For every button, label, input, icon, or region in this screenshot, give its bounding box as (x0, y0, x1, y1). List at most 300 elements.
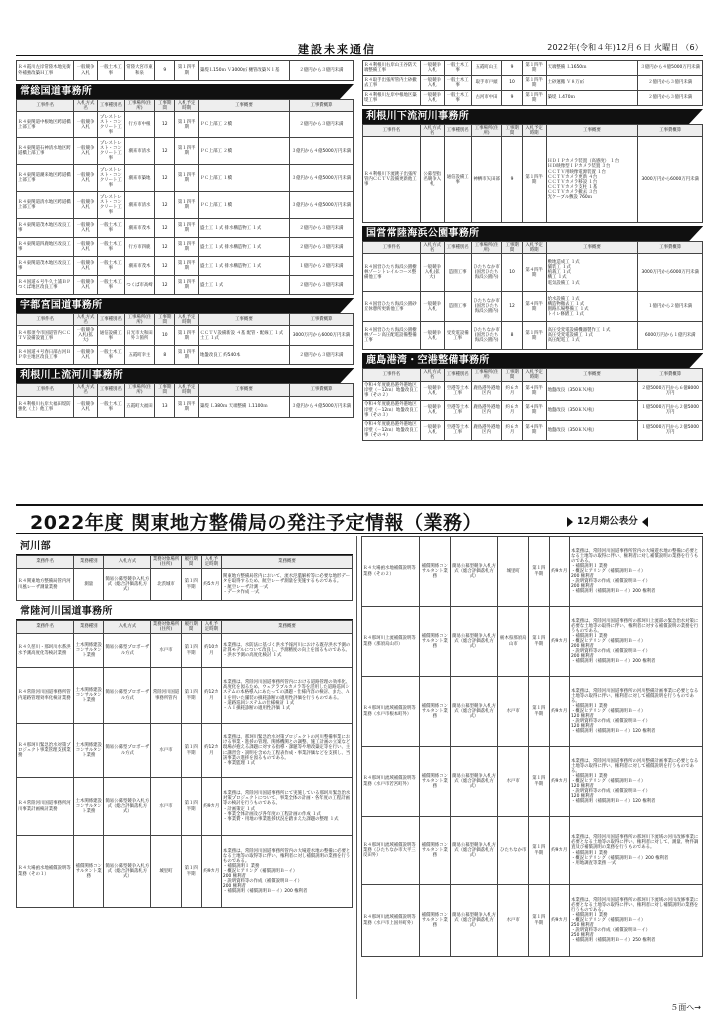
table-cell: 約9カ月 (549, 885, 569, 957)
table-cell: １億5000万円から２億5000万円 (638, 420, 703, 440)
table-cell: 鹿島港外港地区内 (471, 400, 502, 420)
table-cell: 10 (502, 254, 522, 292)
table-row (17, 61, 354, 81)
column-header: 工事期間 (502, 125, 522, 137)
table-row (363, 76, 703, 91)
table-cell: 第１四半期 (522, 322, 546, 350)
table-cell: 給水設備工 １式 構造物撤去工 １式 園路広場整備工 １式 トイレ修繕工 １式 (546, 292, 638, 322)
table-row (362, 817, 703, 885)
page-header (16, 40, 703, 56)
table-cell: Ｒ４利根川右岸山王谷防天端整備工事 (363, 61, 421, 76)
banner-tag (567, 514, 648, 530)
table-cell: １億円から２億円未満 (289, 257, 353, 276)
table-cell: ２億円から３億円未満 (638, 76, 703, 91)
table-cell: 約9カ月 (201, 778, 221, 836)
table-cell: Ｒ４霞川左岸常陸木地先街外補強改築Ｈ工事 (17, 61, 74, 81)
table-header-row (363, 242, 703, 254)
table-header-row (363, 125, 703, 137)
table-cell: 一般競争入札 (420, 91, 444, 106)
table-row (17, 238, 354, 257)
table-row (17, 724, 353, 778)
column-divider (356, 536, 357, 999)
table-cell: 補償関係コンサルタント業務 (419, 607, 450, 677)
table-row (362, 885, 703, 957)
table-cell: ３億円から４億5000万円未満 (289, 396, 353, 417)
table-cell: Ｒ４大場函水地補償説明等業務（その１） (17, 836, 74, 908)
column-header: 工事種別名 (444, 242, 471, 254)
table-cell: 12 (155, 257, 175, 276)
table-cell: ＰＣ上部工 ２橋 (198, 138, 289, 165)
table-cell: 日光市大和田 外３箇所 (124, 326, 154, 346)
table-cell: 約9カ月 (549, 607, 569, 677)
table-cell: 約６カ月 (502, 381, 522, 400)
left-column-construction (16, 60, 354, 418)
table-cell: Ｒ４利根川左岸中根地区築堤工事 (363, 91, 421, 106)
table-row (363, 91, 703, 106)
table-cell: 本業務は、常陸河川国道事務所管内における道路管理の効率化、高度化を図るため、ウェアラブルカメラ等を活用した道路巡回システムの本格導入にあたっての課題・仕様内容の検討、また、ＡＩを用いた舗装の損耗診断の適用性評価を行うものである。 ・道路巡回システムの仕様検討 １式 ・ＡＩ損耗診断の適用性評価 １式 (221, 668, 352, 724)
column-header: 入札方式 (104, 556, 151, 569)
table-cell: Ｒ４利根川右岸大福田堤防強化（上）他工事 (17, 396, 74, 417)
table-cell: 第１四半期 (529, 817, 549, 885)
table-cell: 約9カ月 (549, 537, 569, 607)
table-cell: 3000万円から6000万円未満 (289, 326, 353, 346)
table-row (363, 61, 703, 76)
table-cell: Ｒ４東関道茂木地区改良工事 (17, 219, 74, 238)
table-cell: 通信設備工事 (97, 326, 124, 346)
table-cell: 行方市中根 (124, 112, 154, 138)
data-table (16, 60, 354, 81)
table-cell: 約5カ月 (201, 569, 221, 601)
table-cell: つくば市高崎 (124, 276, 154, 295)
column-header: 工事期間 (155, 100, 175, 112)
table-cell: 一般競争入札(拡大) (420, 254, 444, 292)
column-header: 工事期間 (502, 369, 522, 381)
table-cell: 簡易公募型プロポーザル方式 (104, 724, 151, 778)
column-header: 入札方式名 (420, 242, 444, 254)
section-title-r0: 利根川下流河川事務所 (362, 109, 703, 124)
table-cell: 関東地方整備局管内において、流水氾濫解析等に必要な地形データを取得するため、航空レーザ測量を実施するものである。 ・航空レーザ計測 一式 ・データ作成 一式 (221, 569, 352, 601)
table-cell: 水戸市 (151, 724, 181, 778)
table-cell: 高圧受変電設備機器製作工 １式 高圧受変電設備工 １式 高圧配電工 １式 (546, 322, 638, 350)
table-cell: 水戸市 (151, 778, 181, 836)
table-cell: 一般土木工事 (97, 396, 124, 417)
table-cell: 公募型指名競争入札 (420, 137, 444, 223)
table-row (363, 400, 703, 420)
table-cell: 令和４年度鹿島港外港地区岸壁（－12ｍ）地盤改良工事（その３） (363, 400, 421, 420)
table-cell: 第４四半期 (522, 292, 546, 322)
table-cell: 土木関係建設コンサルタント業務 (74, 724, 104, 778)
table-cell: 本業務は、那珂川緊急治水対策プロジェクトの河川整備事業における事業・進捗の管理、関係機関との調整、施工計画の立案など現場が抱える課題に対する指導・課題等や増改築定等を行い、主に講習会・説明を含めた工程表作成・事業評価などを支援し、当該事業の進捗を図るものである。 ・事業監理 １式 (221, 724, 352, 778)
table-cell: 水戸市 (151, 634, 181, 668)
table-cell: 一般土木工事 (97, 238, 124, 257)
table-cell: 受変電設備工事 (444, 322, 471, 350)
column-header: 業務概要 (221, 621, 352, 634)
data-table (16, 383, 354, 417)
data-table (361, 536, 703, 957)
table-header-row (17, 621, 353, 634)
table-cell: 一般競争入札 (74, 238, 98, 257)
table-cell: 第１四半期 (175, 238, 199, 257)
table-cell: 第１四半期 (181, 634, 201, 668)
table-row (363, 420, 703, 440)
table-cell: Ｒ４東関道中根地区跨道橋上部工事 (17, 112, 74, 138)
table-cell: 本業務は、常陸河川国道事務所管内の大場遊水地の整備に必要となる土地等の取得等に伴い、権利者に対し補償説明の業務を行うものである。 ・補償説明Ｉ 業務 ・概況ヒアリング（補償説明Ｂ－イ） 200 権利者 ・説明資料等の作成（補償説明Ｂ－イ） 200 権利者 ・補償説明（補償説明Ｂ－イ）200 権利者 (221, 836, 352, 908)
table-cell: 本業務は、常陸河川国道事務所の河川整備計画事業に必要となる土地等の取得に伴い、権利者に対して補償説明を行うものである。 ・補償説明Ｉ 業務 ・概況ヒアリング（補償説明Ｂ－イ） 120 権利者 ・説明資料等の作成（補償説明Ｂ－イ） 120 権利者 ・補償説明（補償説明Ｂ－イ）120 権利者 (569, 747, 702, 817)
column-header: 工事場所(住所) (471, 242, 502, 254)
table-cell: 盛土工 １式 排水構造物工 １式 (198, 257, 289, 276)
table-cell: 12 (502, 292, 522, 322)
table-cell: 水戸市 (498, 885, 529, 957)
column-header: 工事種別名 (444, 125, 471, 137)
table-cell: Ｒ４国道４号春日部古河ＢＰ幸主地区改良工事 (17, 346, 74, 365)
column-header: 入札予定時期 (522, 369, 546, 381)
table-cell: ＰＣ上部工 ２橋 (198, 112, 289, 138)
table-cell: 一般競争入札 (74, 61, 98, 81)
table-cell: 簡易公募型競争入札方式（総合評価落札方式） (450, 747, 498, 817)
table-row (362, 607, 703, 677)
column-header: 工事場所(住所) (124, 314, 154, 326)
column-header: 入札方式名 (74, 384, 98, 396)
column-header: 工事概要 (198, 384, 289, 396)
table-row (17, 326, 354, 346)
table-cell: 一般土木工事 (97, 276, 124, 295)
table-cell: 取手市戸頭 (471, 76, 502, 91)
table-cell: ３億円から４億5000万円未満 (289, 192, 353, 219)
table-cell: 一般競争入札 (420, 420, 444, 440)
data-table (362, 124, 703, 223)
table-cell: 9 (502, 91, 522, 106)
table-cell: 一般土木工事 (444, 76, 471, 91)
table-cell: 城里町 (151, 836, 181, 908)
table-cell: 第１四半期 (529, 537, 549, 607)
column-header: 工事期間 (155, 314, 175, 326)
table-header-row (17, 556, 353, 569)
data-table (362, 368, 703, 440)
table-cell: 第１四半期 (175, 165, 199, 192)
table-cell: 城里町 (498, 537, 529, 607)
table-cell: 一般競争入札 (74, 257, 98, 276)
table-cell: Ｒ４那珂川流域補償説明等業務（水戸市根本町外） (362, 677, 420, 747)
table-cell: 第１四半期 (522, 137, 546, 223)
table-cell: 水戸市 (498, 677, 529, 747)
column-header: 業務種別 (74, 621, 104, 634)
data-table (16, 620, 353, 908)
table-cell: 簡易公募型競争入札方式（総合評価落札方式） (450, 885, 498, 957)
table-cell: ２億5000万円から６億8000万円 (638, 381, 703, 400)
table-cell: 簡易公募型プロポーザル方式 (104, 634, 151, 668)
table-cell: 地盤改良工 約540本 (198, 346, 289, 365)
table-cell: 空港等土木工事 (444, 400, 471, 420)
triangle-right-icon (567, 517, 573, 527)
table-row (363, 292, 703, 322)
table-cell: 一般競争入札 (74, 396, 98, 417)
issue-date: 2022年(令和４年)12月６日 火曜日 （6） (547, 43, 703, 52)
table-cell: Ｒ４大場函水地補償説明等業務（その２） (362, 537, 420, 607)
table-cell: 約9カ月 (549, 817, 569, 885)
table-cell: 第１四半期 (181, 724, 201, 778)
table-cell: 一般土木工事 (444, 61, 471, 76)
column-header: 入札予定時期 (522, 242, 546, 254)
column-header: 工事件名 (17, 384, 74, 396)
banner-title: 2022年度 関東地方整備局の発注予定情報（業務） (30, 512, 482, 534)
table-cell: Ｒ４常陸河川国道事務所管内道路管理効率化検討業務 (17, 668, 74, 724)
table-cell: Ｒ４関東地方整備局管内河川風レーザ測量業務 (17, 569, 74, 601)
table-cell: 第１四半期 (181, 569, 201, 601)
table-cell: 約9カ月 (201, 836, 221, 908)
column-header: 工事場所(住所) (471, 369, 502, 381)
table-cell: 第４四半期 (522, 420, 546, 440)
table-cell: ２億円から３億円未満 (289, 238, 353, 257)
table-cell: 6000万円から１億円未満 (638, 322, 703, 350)
column-header: 工事件名 (363, 369, 421, 381)
column-header: 業務件名 (17, 556, 74, 569)
table-cell: 鹿島港外港地区内 (471, 420, 502, 440)
table-cell: 補償関係コンサルタント業務 (419, 677, 450, 747)
triangle-left-icon (642, 517, 648, 527)
column-header: 工事場所(住所) (124, 100, 154, 112)
column-header: 工事種別名 (97, 314, 124, 326)
table-cell: Ｒ４国営ひたち海浜公園砂丘休憩所更新他工事 (363, 292, 421, 322)
column-header: 業務対象場所(住所) (152, 621, 180, 632)
table-cell: 第１四半期 (529, 677, 549, 747)
table-cell: 9 (502, 137, 522, 223)
table-cell: 第１四半期 (175, 61, 199, 81)
table-cell: 空港等土木工事 (444, 381, 471, 400)
table-cell: 地盤改良（350ＫＮ/杭） (546, 381, 638, 400)
table-cell: 本業務は、常陸河川国道事務所の那珂川下流域の河川改修事業に必要となる土地等の取得に伴い、権利者に対して、測量、物件調査及び補償説明の業務を行うものである。 ・補償説明Ｉ 業務 ・概況ヒアリング（補償説明Ｂ－イ）200 権利者 ・用地調査等業務 一式 (569, 817, 702, 885)
table-cell: ひたちなか市(国営ひたち海浜公園内) (471, 322, 502, 350)
table-cell: 第１四半期 (175, 326, 199, 346)
table-cell: 第１四半期 (175, 112, 199, 138)
table-cell: 五霞町山王 (471, 61, 502, 76)
table-row (17, 634, 353, 668)
table-cell: 盛土工 １式 排水構造物工 １式 (198, 219, 289, 238)
table-header-row (17, 100, 354, 112)
table-cell: 空港等土木工事 (444, 420, 471, 440)
table-cell: 第１四半期 (529, 885, 549, 957)
data-table (362, 60, 703, 106)
table-cell: 約10カ月 (201, 634, 221, 668)
table-cell: ひたちなか市(国営ひたち海浜公園内) (471, 254, 502, 292)
table-cell: Ｒ４那珂川流域補償説明等業務（水戸市上国井町外） (362, 885, 420, 957)
table-cell: 約12カ月 (201, 668, 221, 724)
table-cell: 第４四半期 (522, 400, 546, 420)
column-header: 工事概要 (198, 100, 289, 112)
table-cell: 第１四半期 (181, 836, 201, 908)
table-cell: ＣＣＴＶ設備新設 ４基 配管・配線工 １式 土工 １式 (198, 326, 289, 346)
table-cell: 鹿島港外港地区内 (471, 381, 502, 400)
table-row (17, 165, 354, 192)
column-header: 入札予定時期 (175, 314, 199, 326)
table-cell: 一般土木工事 (97, 346, 124, 365)
column-header: 工事件名 (363, 242, 421, 254)
data-table (16, 313, 354, 365)
table-header-row (17, 314, 354, 326)
column-header: 業務件名 (17, 621, 74, 634)
column-header: 工事場所(住所) (471, 125, 502, 137)
column-header: 入札予定時期 (522, 125, 546, 137)
table-cell: Ｒ４国営ひたち海浜公園樹林ゾーントレイルコース整備他工事 (363, 254, 421, 292)
right-column-construction (362, 60, 703, 441)
table-cell: 令和４年度鹿島港外港地区岸壁（－12ｍ）地盤改良工事（その２） (363, 381, 421, 400)
table-row (17, 192, 354, 219)
table-cell: ３億円から４億5000万円未満 (638, 61, 703, 76)
table-cell: １億5000万円から２億5000万円 (638, 400, 703, 420)
column-header: 入札方式名 (420, 369, 444, 381)
table-cell: Ｒ４久慈川・那珂川水系洪水予測高度化等検討業務 (17, 634, 74, 668)
table-row (17, 257, 354, 276)
table-cell: Ｒ４常陸河川国道事務所河川事業計画検討業務 (17, 778, 74, 836)
column-header: 業務種別 (74, 556, 104, 569)
column-header: 工事費概算 (638, 242, 703, 254)
table-cell: 12 (155, 238, 175, 257)
section-title-r2: 鹿島港湾・空港整備事務所 (362, 353, 703, 368)
table-cell: 令和４年度鹿島港外港地区岸壁（－12ｍ）地盤改良工事（その４） (363, 420, 421, 440)
table-cell: 8 (502, 322, 522, 350)
table-cell: 潮来市茂木 (124, 219, 154, 238)
table-cell: ひたちなか市 (498, 817, 529, 885)
table-cell: 第１四半期 (522, 76, 546, 91)
column-header: 工事種別名 (97, 384, 124, 396)
table-cell: Ｒ４那珂川緊急治水対策プロジェクト事業管理支援業務 (17, 724, 74, 778)
table-cell: 3000万円から6000万円未満 (638, 254, 703, 292)
table-cell: 潮来市清水 (124, 138, 154, 165)
column-header: 入札方式名 (74, 314, 98, 326)
table-cell: Ｒ４利根川下流銚子出張所管内ＣＣＴＶ設備更新他工事 (363, 137, 421, 223)
column-header: 業務概要 (221, 556, 352, 569)
data-table (16, 99, 354, 295)
table-cell: 第４四半期 (522, 254, 546, 292)
table-cell: 築堤 Ｌ380ｍ 天端整備 Ｌ1100ｍ (198, 396, 289, 417)
table-cell: 簡易公募型競争入札方式（総合評価落札方式） (104, 569, 151, 601)
table-cell: 約６カ月 (502, 400, 522, 420)
table-cell: 第１四半期 (175, 219, 199, 238)
table-cell: 一般競争入札 (420, 61, 444, 76)
section-title-1: 宇都宮国道事務所 (16, 298, 354, 313)
table-cell: 第１四半期 (175, 346, 199, 365)
table-cell: 土木関係建設コンサルタント業務 (74, 634, 104, 668)
table-cell: 古河市中田 (471, 91, 502, 106)
column-header: 工事期間 (155, 384, 175, 396)
service-section-title-1: 常陸河川国道事務所 (16, 604, 353, 620)
table-cell: 一般競争入札 (74, 276, 98, 295)
column-header: 工事費概算 (289, 314, 353, 326)
table-cell: 簡易公募型競争入札方式（総合評価落札方式） (450, 817, 498, 885)
table-cell: ２億円から３億円未満 (289, 276, 353, 295)
table-cell: プレストレスト・コンクリート工事 (97, 112, 124, 138)
table-cell: 一般競争入札 (420, 381, 444, 400)
table-header-row (17, 384, 354, 396)
table-cell: 天端整備 Ｌ1650ｍ (546, 61, 638, 76)
table-cell: 簡易公募型競争入札方式（総合評価落札方式） (450, 607, 498, 677)
table-cell: 簡易公募型競争入札方式（総合評価落札方式） (450, 537, 498, 607)
table-cell: ＰＣ上部工 １橋 (198, 165, 289, 192)
table-cell: ２億円から３億円未満 (289, 346, 353, 365)
banner-tag-label: 12月期公表分 (577, 516, 638, 527)
table-row (17, 668, 353, 724)
table-cell: 一般土木工事 (97, 257, 124, 276)
table-cell: 簡易公募型競争入札方式（総合評価落札方式） (450, 677, 498, 747)
column-header: 工事件名 (17, 100, 74, 112)
table-cell: 簡易公募型競争入札方式（総合評価落札方式） (104, 836, 151, 908)
table-cell: 一般競争入札 (420, 76, 444, 91)
section-title-r1: 国営常陸海浜公園事務所 (362, 226, 703, 241)
table-cell: 第１四半期 (175, 276, 199, 295)
table-cell: 13 (155, 396, 175, 417)
column-header: 業務対象場所(住所) (152, 556, 180, 567)
table-cell: ３億円から４億5000万円未満 (289, 165, 353, 192)
data-table (362, 241, 703, 350)
services-banner (16, 504, 703, 534)
table-cell: プレストレスト・コンクリート工事 (97, 192, 124, 219)
table-row (363, 381, 703, 400)
column-header: 工事費概算 (638, 125, 703, 137)
table-cell: 本業務は、常陸河川国道事務所の那珂川下流域の河川改修事業に必要となる土地等の取得に伴い、権利者に対し補償説明の業務を行うものである。 ・補償説明Ｉ 業務 ・概況ヒアリング（補償説明Ｂ－イ） 250 権利者 ・説明資料等の作成（補償説明Ｂ－イ） 250 権利者 ・補償説明（補償説明Ｂ－イ）250 権利者 (569, 885, 702, 957)
table-cell: ひたちなか市(国営ひたち海浜公園内) (471, 292, 502, 322)
table-row (362, 537, 703, 607)
table-cell: Ｒ４国道６号牛久土浦ＢＰつくば地区改良工事 (17, 276, 74, 295)
data-table (16, 555, 353, 601)
table-cell: 常陸河川国道事務所管内 (151, 668, 181, 724)
table-cell: 通信設備工事 (444, 137, 471, 223)
column-header: 工事期間 (502, 242, 522, 254)
table-cell: 五霞町大福田 (124, 396, 154, 417)
table-cell: 9 (155, 61, 175, 81)
table-cell: Ｒ４東関道茂木地区改良工事 (17, 257, 74, 276)
table-cell: 本業務は、常陸河川国道事務所の那珂川上流部の緊急治水対策に必要な土地等の取得に伴い、権利者に対する補償説明の業務を行うものである。 ・補償説明Ｉ 業務 ・概況ヒアリング（補償説明Ｂ－イ） 200 権利者 ・説明資料等の作成（補償説明Ｂ－イ） 200 権利者 ・補償説明（補償説明Ｂ－イ）200 権利者 (569, 607, 702, 677)
table-row (363, 137, 703, 223)
column-header: 入札予定時期 (201, 556, 221, 569)
table-cell: 約9カ月 (549, 747, 569, 817)
table-cell: 一般競争入札 (420, 292, 444, 322)
section-title-2: 利根川上流河川事務所 (16, 368, 354, 383)
table-cell: 3000万円から6000万円未満 (638, 137, 703, 223)
table-cell: 潮来市茂木 (124, 257, 154, 276)
table-cell: Ｒ４東関道潮来地区跨道橋上部工事 (17, 165, 74, 192)
table-row (17, 836, 353, 908)
table-row (363, 322, 703, 350)
table-cell: 第１四半期 (175, 396, 199, 417)
table-cell: 第４四半期 (522, 381, 546, 400)
column-header: 工事種別名 (444, 369, 471, 381)
column-header: 工事費概算 (289, 384, 353, 396)
table-cell: 補償関係コンサルタント業務 (74, 836, 104, 908)
table-cell: 12 (155, 276, 175, 295)
table-cell: 第１四半期 (522, 61, 546, 76)
table-cell: 北茨城市 (151, 569, 181, 601)
table-cell: 第１四半期 (181, 668, 201, 724)
column-header: 工事費概算 (638, 369, 703, 381)
table-cell: Ｒ４東関道四鹿地区改良工事 (17, 238, 74, 257)
table-cell: 12 (155, 165, 175, 192)
table-cell: 造園工事 (444, 254, 471, 292)
column-header: 入札方式名 (420, 125, 444, 137)
table-cell: 約9カ月 (549, 677, 569, 747)
table-cell: 一般競争入札 (74, 192, 98, 219)
table-cell: 盛土工 １式 排水構造物工 １式 (198, 238, 289, 257)
table-cell: 簡易公募型競争入札方式（総合評価落札方式） (104, 778, 151, 836)
table-cell: 水戸市 (498, 747, 529, 817)
column-header: 工事概要 (546, 369, 638, 381)
table-cell: Ｒ４国営ひたち海浜公園樹林ゾーン高圧配電設備整備工事 (363, 322, 421, 350)
table-cell: Ｒ４那珂川流域補償説明等業務（水戸市若宮町外） (362, 747, 420, 817)
table-row (17, 112, 354, 138)
table-cell: 地盤改良（350ＫＮ/杭） (546, 400, 638, 420)
table-cell: 補償関係コンサルタント業務 (419, 817, 450, 885)
table-row (362, 677, 703, 747)
table-cell: 敷地造成工 １式 舗装工 １式 植栽工 １式 構工 １式 電気設備工 １式 (546, 254, 638, 292)
table-cell: 本業務は、常陸河川国道事務所管内の大場遊水地の整備に必要となる土地等の取得に伴い、権利者に対し補償説明の業務を行うものである。 ・補償説明Ｉ 業務 ・概況ヒアリング（補償説明Ｂ－イ） 200 権利者 ・説明資料等の作成（補償説明Ｂ－イ） 200 権利者 ・補償説明（補償説明Ｂ－イ）200 権利者 (569, 537, 702, 607)
